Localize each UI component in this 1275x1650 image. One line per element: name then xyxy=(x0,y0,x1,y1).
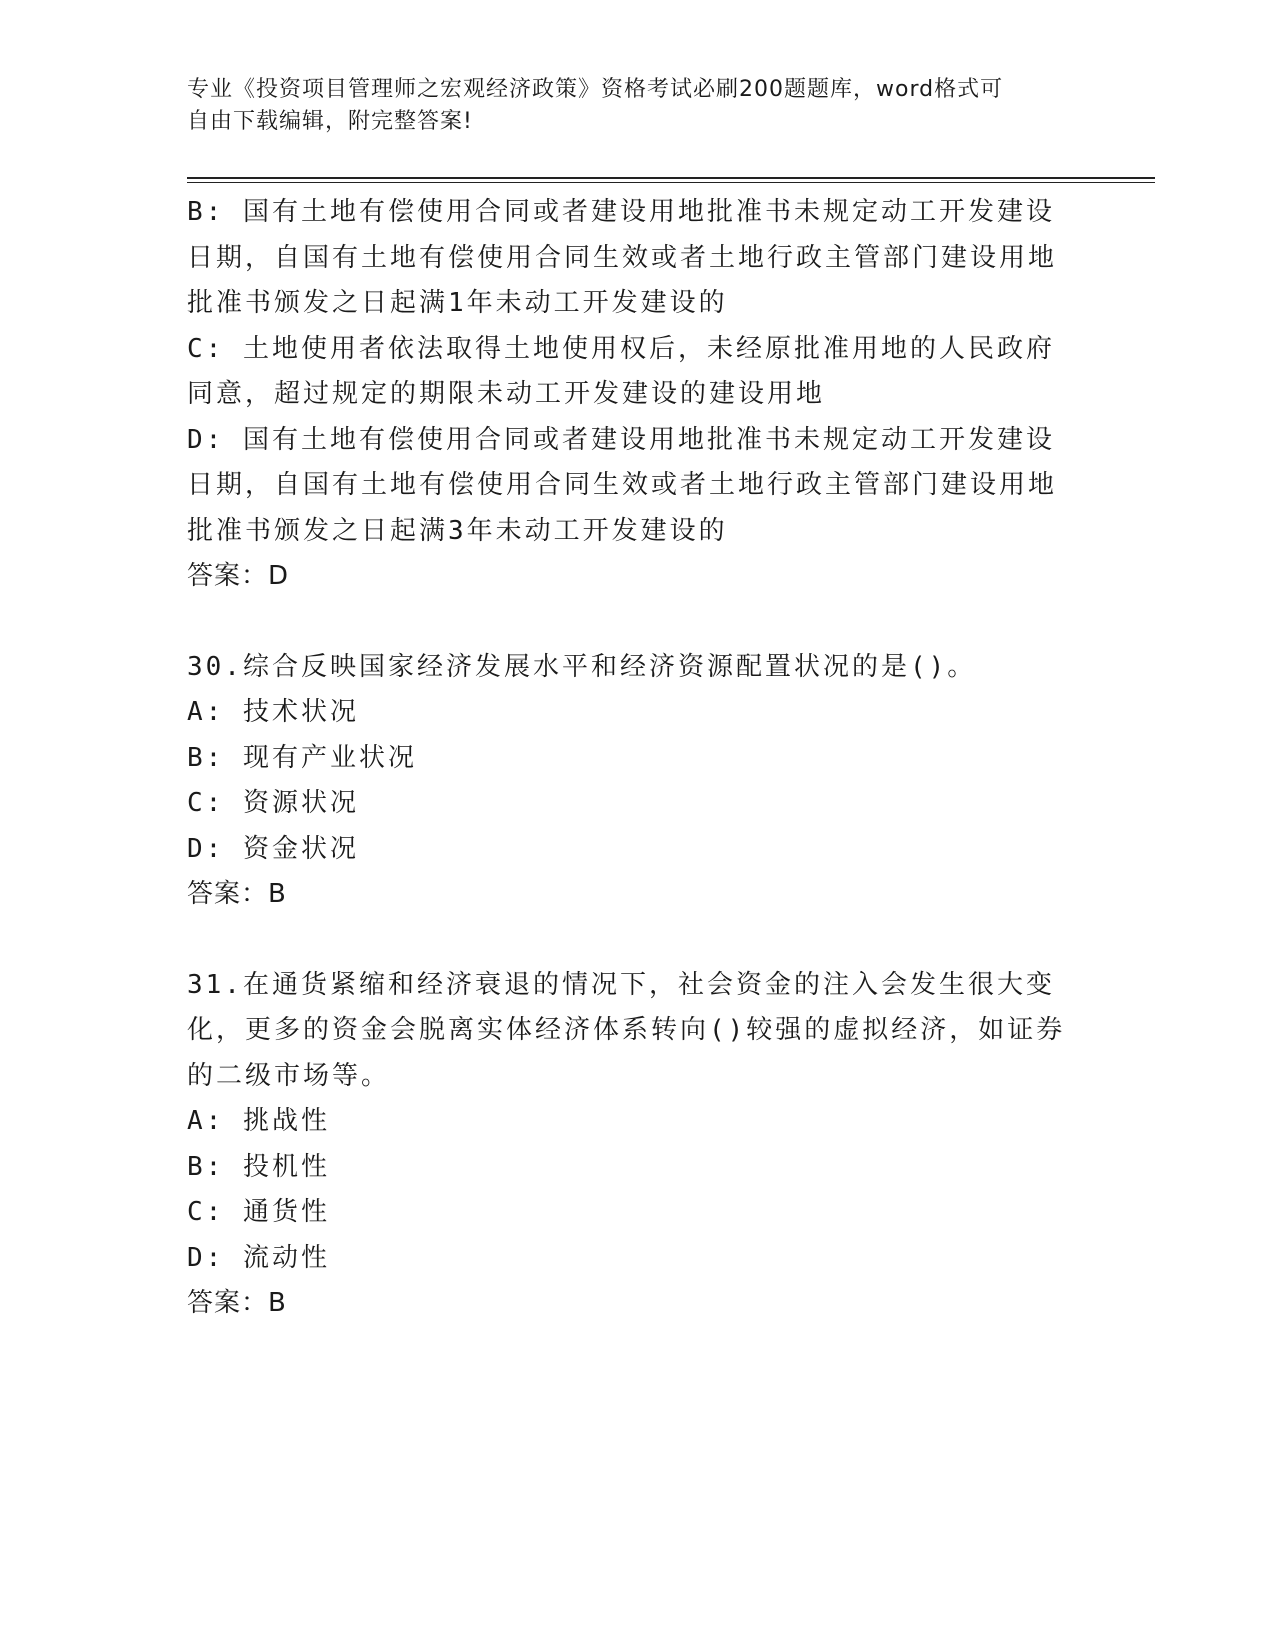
q30-option-d: D: 资金状况 xyxy=(187,833,359,864)
document-body xyxy=(187,190,1077,1327)
q31-answer: 答案：B xyxy=(187,1288,287,1318)
q30-option-a: A: 技术状况 xyxy=(187,697,359,727)
q30-option-c: C: 资源状况 xyxy=(187,788,359,818)
q29-option-c: C: 土地使用者依法取得土地使用权后，未经原批准用地的人民政府同意，超过规定的期限未动工开发建设的建设用地 xyxy=(187,333,1055,409)
q31-option-b: B: 投机性 xyxy=(187,1151,330,1182)
q29-answer: 答案：D xyxy=(187,561,290,591)
q31-question: 31.在通货紧缩和经济衰退的情况下，社会资金的注入会发生很大变化，更多的资金会脱离实体经济体系转向()较强的虚拟经济，如证券的二级市场等。 xyxy=(187,969,1066,1091)
header-divider-thin xyxy=(187,182,1155,183)
document-header xyxy=(187,74,1067,138)
header-divider-thick xyxy=(187,177,1155,179)
q29-option-b: B: 国有土地有偿使用合同或者建设用地批准书未规定动工开发建设日期，自国有土地有偿使用合同生效或者土地行政主管部门建设用地批准书颁发之日起满1年未动工开发建设的 xyxy=(187,197,1058,318)
q31-option-c: C: 通货性 xyxy=(187,1197,330,1227)
q31-option-a: A: 挑战性 xyxy=(187,1106,330,1136)
header-line-2: 自由下载编辑，附完整答案! xyxy=(187,109,473,134)
q30-question: 30.综合反映国家经济发展水平和经济资源配置状况的是()。 xyxy=(187,651,977,682)
question-spacer xyxy=(187,918,1077,963)
q31-option-d: D: 流动性 xyxy=(187,1242,330,1273)
question-30-block xyxy=(187,645,1077,918)
q30-option-b: B: 现有产业状况 xyxy=(187,742,417,773)
q29-option-d: D: 国有土地有偿使用合同或者建设用地批准书未规定动工开发建设日期，自国有土地有偿使用合同生效或者土地行政主管部门建设用地批准书颁发之日起满3年未动工开发建设的 xyxy=(187,424,1058,546)
question-29-block xyxy=(187,190,1077,600)
question-31-block xyxy=(187,963,1077,1327)
question-spacer xyxy=(187,600,1077,645)
q30-answer: 答案：B xyxy=(187,879,287,909)
header-line-1: 专业《投资项目管理师之宏观经济政策》资格考试必刷200题题库，word格式可 xyxy=(187,77,1004,102)
